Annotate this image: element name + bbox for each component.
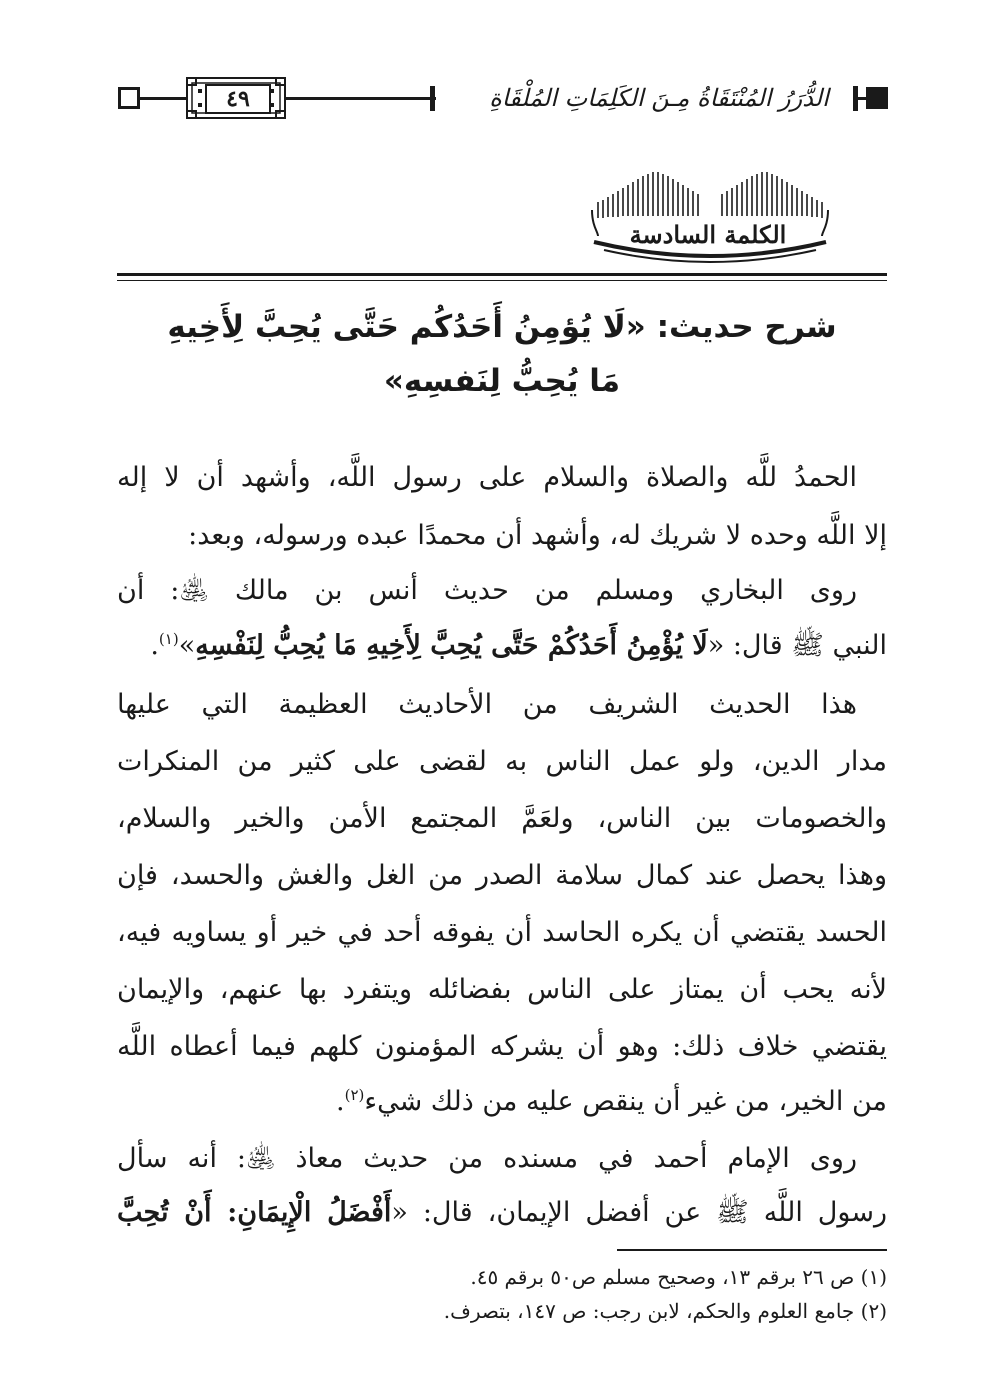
paragraph-1-line: الحمدُ للَّه والصلاة والسلام على رسول اللَّه، وأشهد أن لا إله bbox=[117, 462, 857, 493]
paragraph-2-intro: النبي ﷺ قال: « bbox=[707, 630, 887, 661]
header-ornament-open-square bbox=[118, 87, 140, 109]
paragraph-3-line: هذا الحديث الشريف من الأحاديث العظيمة التي عليها bbox=[117, 689, 857, 720]
header-rule-left bbox=[140, 97, 188, 100]
book-title: الدُّرَرُ المُنْتَقَاةُ مِـنَ الكَلِمَاتِ المُلْقَاةِ bbox=[459, 78, 859, 118]
footnote-ref-2[interactable]: (٢) bbox=[344, 1086, 365, 1104]
paragraph-2-line: روى البخاري ومسلم من حديث أنس بن مالك ﵁: أن bbox=[117, 575, 857, 606]
footnote-separator bbox=[617, 1249, 887, 1251]
paragraph-3-line: والخصومات بين الناس، ولعَمَّ المجتمع الأمن والخير والسلام، bbox=[117, 803, 887, 834]
footnote-1: (١) ص ٢٦ برقم ١٣، وصحيح مسلم ص٥٠ برقم ٤٥. bbox=[470, 1265, 887, 1289]
footnote-2: (٢) جامع العلوم والحكم، لابن رجب: ص ١٤٧، بتصرف. bbox=[443, 1299, 887, 1323]
paragraph-2-line bbox=[117, 626, 887, 666]
paragraph-3-last-text: من الخير، من غير أن ينقص عليه من ذلك شيء bbox=[364, 1086, 887, 1117]
sentence-end: . bbox=[150, 630, 159, 661]
page-number: ٤٩ bbox=[205, 84, 271, 114]
paragraph-3-line: وهذا يحصل عند كمال سلامة الصدر من الغل والغش والحسد، فإن bbox=[117, 860, 887, 891]
footnote-ref-1[interactable]: (١) bbox=[158, 630, 179, 648]
quote-close-mark: » bbox=[178, 630, 196, 661]
paragraph-3-line: لأنه يحب أن يمتاز على الناس بفضائله ويتفرد بها عنهم، والإيمان bbox=[117, 974, 887, 1005]
header-rule-middle bbox=[286, 97, 436, 100]
section-rule-thick bbox=[117, 273, 887, 276]
paragraph-1-line: إلا اللَّه وحده لا شريك له، وأشهد أن محمدًا عبده ورسوله، وبعد: bbox=[188, 520, 887, 551]
header-tick bbox=[430, 86, 435, 111]
chapter-title: الكلمة السادسة bbox=[629, 220, 787, 249]
paragraph-4-intro: رسول اللَّه ﷺ عن أفضل الإيمان، قال: « bbox=[391, 1197, 888, 1228]
header-ornament-filled-square bbox=[866, 87, 888, 109]
paragraph-3-line bbox=[117, 1082, 887, 1122]
paragraph-4-line: روى الإمام أحمد في مسنده من حديث معاذ ﵁: أنه سأل bbox=[117, 1143, 857, 1174]
hadith-heading-line-2: مَا يُحِبُّ لِنَفسِهِ» bbox=[383, 363, 621, 399]
paragraph-4-line bbox=[117, 1193, 887, 1233]
hadith-heading-line-1: شرح حديث: «لَا يُؤمِنُ أَحَدُكُم حَتَّى يُحِبَّ لِأَخِيهِ bbox=[167, 309, 837, 345]
paragraph-3-line: يقتضي خلاف ذلك: وهو أن يشركه المؤمنون كلهم فيما أعطاه اللَّه bbox=[117, 1031, 887, 1062]
section-rule-thin bbox=[117, 280, 887, 281]
sentence-end: . bbox=[336, 1086, 345, 1117]
hadith-quote: أَفْضَلُ الْإِيمَانِ: أَنْ تُحِبَّ bbox=[117, 1197, 392, 1228]
paragraph-3-line: مدار الدين، ولو عمل الناس به لقضى على كثير من المنكرات bbox=[117, 746, 887, 777]
paragraph-3-line: الحسد يقتضي أن يكره الحاسد أن يفوقه أحد في خير أو يساويه فيه، bbox=[117, 917, 887, 948]
hadith-quote: لَا يُؤْمِنُ أَحَدُكُمْ حَتَّى يُحِبَّ لِأَخِيهِ مَا يُحِبُّ لِنَفْسِهِ bbox=[195, 630, 708, 661]
